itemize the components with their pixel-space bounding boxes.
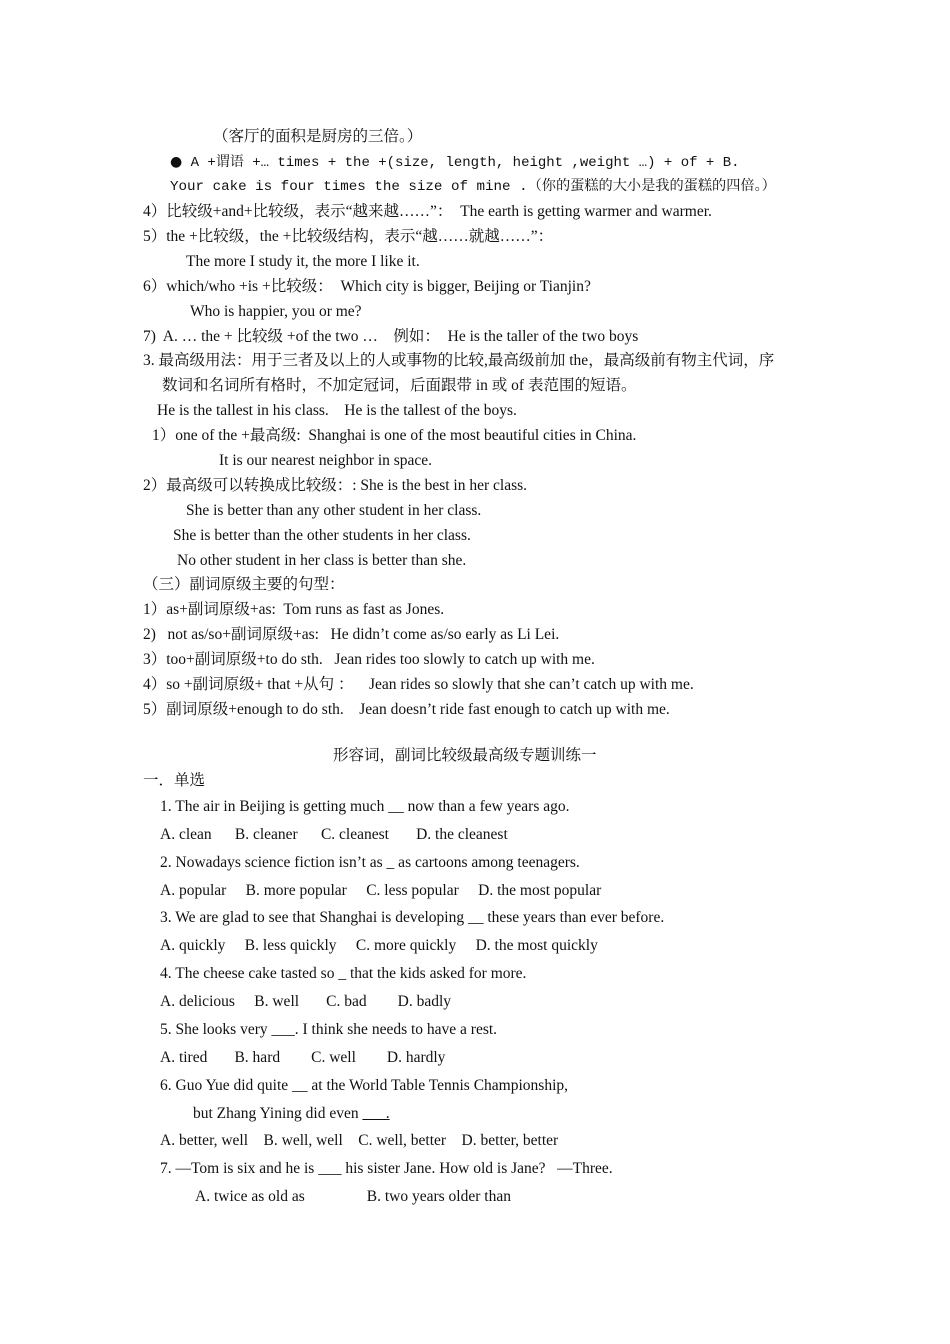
note-line-bullet-pattern: [170, 152, 740, 173]
exercise-title: 形容词，副词比较级最高级专题训练一: [333, 747, 597, 764]
superlative-item-1: 1）one of the +最高级: Shanghai is one of the most beautiful cities in China.: [152, 427, 637, 444]
question-3: 3. We are glad to see that Shanghai is developing __ these years than ever before.: [160, 909, 665, 926]
question-6-continuation: [193, 1104, 390, 1124]
superlative-item-1-example: It is our nearest neighbor in space.: [219, 452, 433, 469]
question-1: 1. The air in Beijing is getting much __ now than a few years ago.: [160, 798, 570, 815]
question-2-options: A. popular B. more popular C. less popular D. the most popular: [160, 882, 602, 899]
note-item-5: 5）the +比较级，the +比较级结构，表示“越……就越……”：: [143, 228, 554, 245]
exercise-section-heading: 一．单选: [143, 772, 206, 789]
question-7: 7. —Tom is six and he is ___ his sister Jane. How old is Jane? —Three.: [160, 1160, 613, 1177]
superlative-heading-line-2: 数词和名词所有格时，不加定冠词，后面跟带 in 或 of 表范围的短语。: [162, 377, 637, 394]
superlative-item-2-example-2: She is better than the other students in her class.: [173, 527, 471, 544]
question-6-blank: ___.: [362, 1105, 390, 1122]
superlative-item-2-example-3: No other student in her class is better than she.: [177, 552, 467, 569]
superlative-example: He is the tallest in his class. He is the tallest of the boys.: [157, 402, 517, 419]
question-6-options: A. better, well B. well, well C. well, better D. better, better: [160, 1132, 559, 1149]
note-item-5-example: The more I study it, the more I like it.: [186, 253, 420, 270]
adverb-item-3: 3）too+副词原级+to do sth. Jean rides too slowly to catch up with me.: [143, 651, 595, 668]
question-6: 6. Guo Yue did quite __ at the World Table Tennis Championship,: [160, 1077, 569, 1094]
note-item-7: 7) A. … the + 比较级 +of the two … 例如： He is the taller of the two boys: [143, 328, 639, 345]
question-2: 2. Nowadays science fiction isn’t as _ as cartoons among teenagers.: [160, 854, 580, 871]
adverb-item-2: 2) not as/so+副词原级+as: He didn’t come as/so early as Li Lei.: [143, 626, 560, 643]
question-3-options: A. quickly B. less quickly C. more quickly D. the most quickly: [160, 937, 598, 954]
adverb-item-4: 4）so +副词原级+ that +从句 ： Jean rides so slowly that she can’t catch up with me.: [143, 676, 694, 693]
superlative-heading-line-1: 3. 最高级用法：用于三者及以上的人或事物的比较,最高级前加 the，最高级前有物主代词，序: [143, 352, 775, 369]
note-item-6: 6）which/who +is +比较级： Which city is bigger, Beijing or Tianjin?: [143, 278, 591, 295]
note-item-4: 4）比较级+and+比较级，表示“越来越……”： The earth is getting warmer and warmer.: [143, 203, 712, 220]
question-4-options: A. delicious B. well C. bad D. badly: [160, 993, 452, 1010]
question-1-options: A. clean B. cleaner C. cleanest D. the cleanest: [160, 826, 508, 843]
question-7-options: A. twice as old as B. two years older than: [195, 1188, 511, 1205]
question-6-continuation-text: but Zhang Yining did even: [193, 1105, 363, 1122]
bullet-icon: ●: [170, 154, 183, 170]
note-line-kitchen: （客厅的面积是厨房的三倍。）: [213, 128, 423, 145]
note-line-cake: Your cake is four times the size of mine .（你的蛋糕的大小是我的蛋糕的四倍。）: [170, 179, 776, 195]
superlative-item-2: 2）最高级可以转换成比较级：: She is the best in her class.: [143, 477, 528, 494]
superlative-item-2-example-1: She is better than any other student in her class.: [186, 502, 482, 519]
bullet-pattern-text: A +谓语 +… times + the +(size, length, height ,weight …) + of + B.: [190, 155, 740, 171]
question-5-options: A. tired B. hard C. well D. hardly: [160, 1049, 446, 1066]
adverb-heading: （三）副词原级主要的句型：: [143, 576, 345, 593]
question-4: 4. The cheese cake tasted so _ that the kids asked for more.: [160, 965, 527, 982]
adverb-item-5: 5）副词原级+enough to do sth. Jean doesn’t ride fast enough to catch up with me.: [143, 701, 670, 718]
question-5: 5. She looks very ___. I think she needs to have a rest.: [160, 1021, 498, 1038]
note-item-6-example: Who is happier, you or me?: [190, 303, 362, 320]
adverb-item-1: 1）as+副词原级+as: Tom runs as fast as Jones.: [143, 601, 445, 618]
